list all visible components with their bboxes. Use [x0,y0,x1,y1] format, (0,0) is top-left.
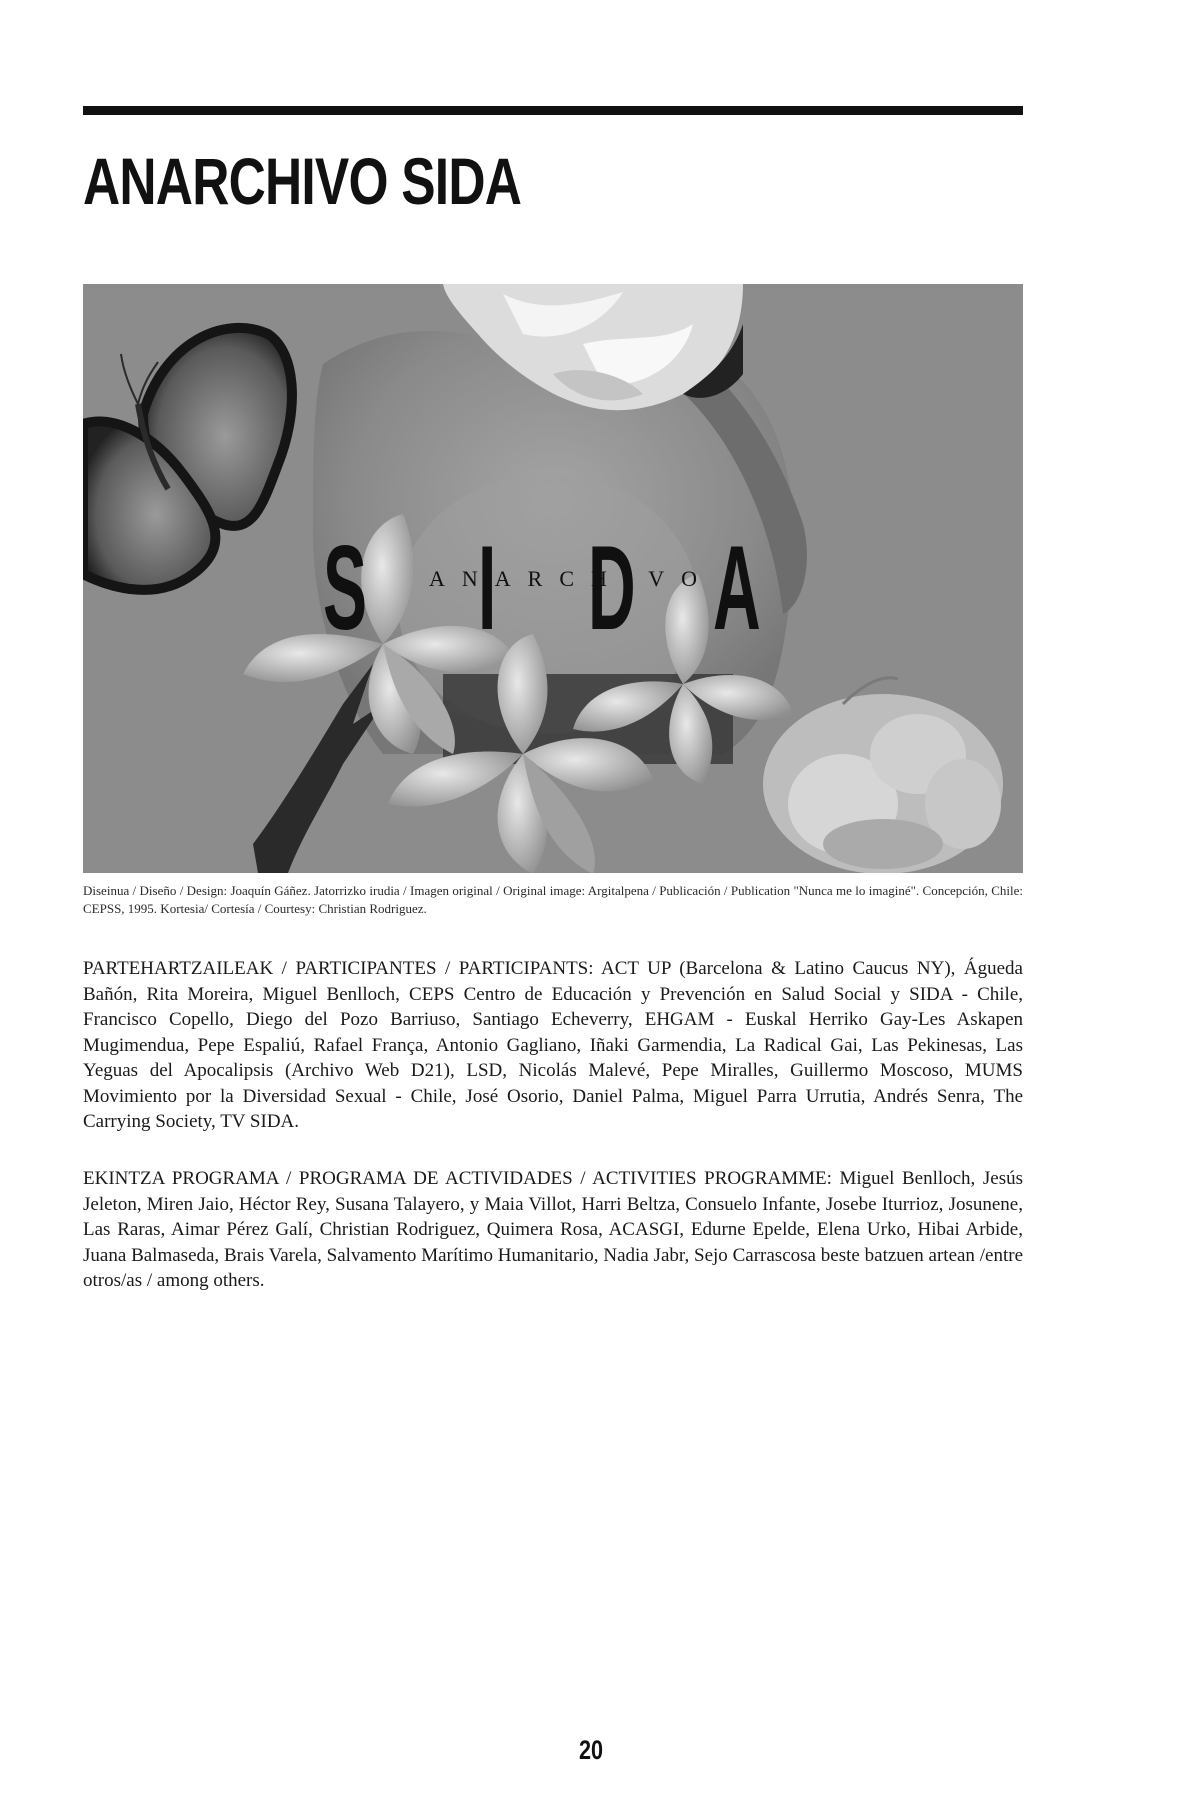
poster-letter-i: I [478,519,497,656]
poster-letter-s: S [323,519,368,656]
top-rule [83,106,1023,115]
image-caption: Diseinua / Diseño / Design: Joaquín Gáñez. Jatorrizko irudia / Imagen original / Original image: Argitalpena / Publicación / Publication "Nunca me lo imaginé". Concepción, Chile: CEPSS, 1995. Kortesia/ Cortesía / Courtesy: Christian Rodriguez. [83,883,1023,916]
page-number: 20 [578,1735,604,1765]
poster-image [83,284,1023,873]
page-title: ANARCHIVO SIDA [83,144,522,218]
poster-letter-a: A [713,519,761,656]
participants-paragraph: PARTEHARTZAILEAK / PARTICIPANTES / PARTICIPANTS: ACT UP (Barcelona & Latino Caucus NY), Águeda Bañón, Rita Moreira, Miguel Benlloch, CEPS Centro de Educación y Prevención en Salud Social y SIDA - Chile, Francisco Copello, Diego del Pozo Barriuso, Santiago Echeverry, EHGAM - Euskal Herriko Gay-Les Askapen Mugimendua, Pepe Espaliú, Rafael França, Antonio Gagliano, Iñaki Garmendia, La Radical Gai, Las Pekinesas, Las Yeguas del Apocalipsis (Archivo Web D21), LSD, Nicolás Malevé, Pepe Miralles, Guillermo Moscoso, MUMS Movimiento por la Diversidad Sexual - Chile, José Osorio, Daniel Palma, Miguel Parra Urrutia, Andrés Senra, The Carrying Society, TV SIDA. [83,958,1023,1132]
poster-word-anarchivo: ANARCHIVO [429,566,714,591]
poster-letter-d: D [588,519,636,656]
activities-paragraph: EKINTZA PROGRAMA / PROGRAMA DE ACTIVIDADES / ACTIVITIES PROGRAMME: Miguel Benlloch, Jesús Jeleton, Miren Jaio, Héctor Rey, Susana Talayero, y Maia Villot, Harri Beltza, Consuelo Infante, Josebe Iturrioz, Josunene, Las Raras, Aimar Pérez Galí, Christian Rodriguez, Quimera Rosa, ACASGI, Edurne Epelde, Elena Urko, Hibai Arbide, Juana Balmaseda, Brais Varela, Salvamento Marítimo Humanitario, Nadia Jabr, Sejo Carrascosa beste batzuen artean /entre otros/as / among others. [83,1168,1023,1291]
